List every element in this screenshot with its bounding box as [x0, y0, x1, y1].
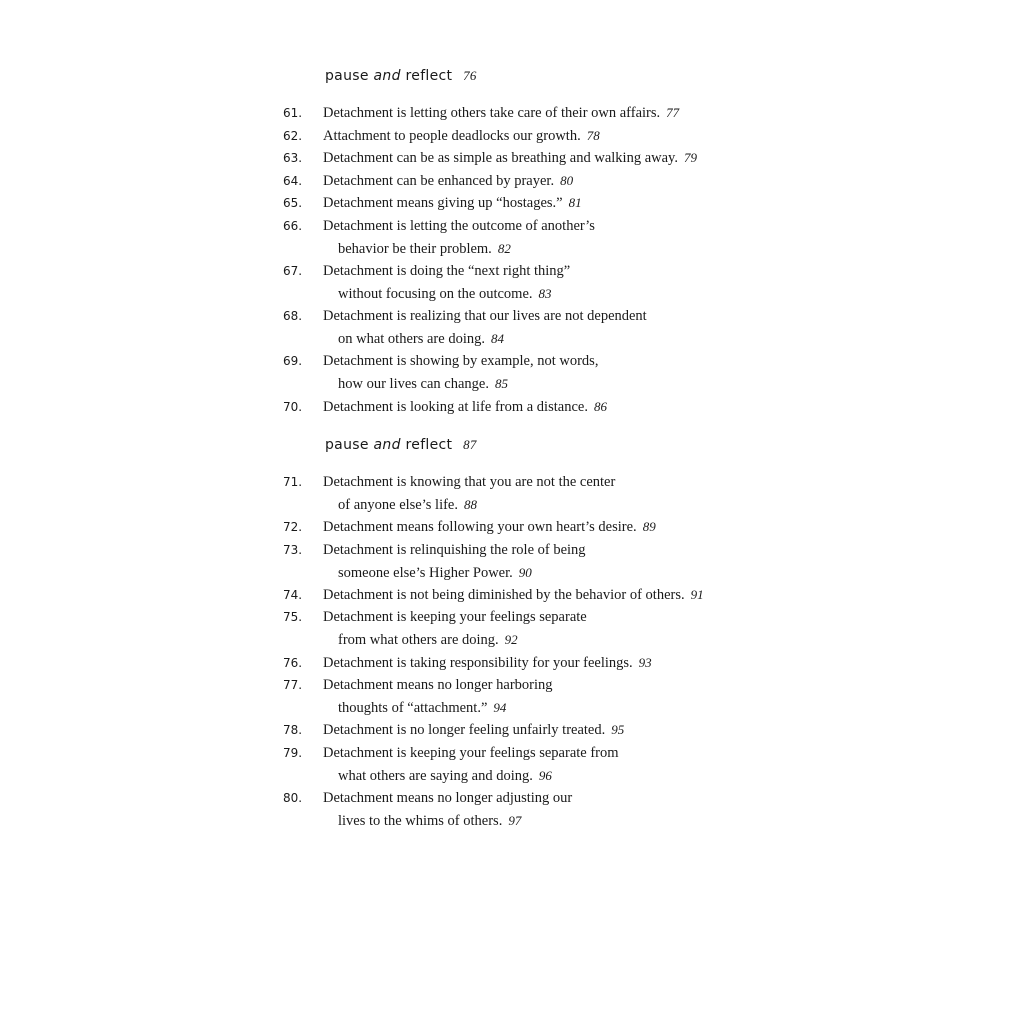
- entry-number: 73.: [283, 543, 303, 557]
- entry-text: Detachment is showing by example, not words,: [323, 353, 599, 369]
- entry-line-continued: [338, 238, 511, 261]
- entry-text: how our lives can change.: [338, 375, 489, 392]
- entry-page-number: 89: [642, 519, 656, 534]
- entry-text: Detachment is not being diminished by the behavior of others.: [323, 587, 685, 603]
- heading-page-number: 87: [463, 437, 477, 452]
- section-heading: [325, 67, 477, 85]
- entry-text: someone else’s Higher Power.: [338, 564, 513, 581]
- entry-line: [323, 125, 600, 148]
- entry-line: [323, 305, 647, 328]
- entry-number: 80.: [283, 791, 303, 805]
- entry-line-continued: [338, 562, 532, 585]
- entry-page-number: 78: [586, 128, 600, 143]
- heading-word: reflect: [405, 68, 453, 84]
- entry-number: 65.: [283, 196, 303, 210]
- entry-line: [323, 787, 572, 810]
- entry-number: 64.: [283, 174, 303, 188]
- entry-line: [323, 471, 615, 494]
- entry-page-number: 77: [666, 105, 680, 120]
- entry-line: [323, 606, 587, 629]
- entry-number: 77.: [283, 678, 303, 692]
- heading-page-number: 76: [463, 68, 477, 83]
- entry-line: [323, 652, 652, 675]
- entry-line-continued: [338, 629, 518, 652]
- entry-line: [323, 719, 624, 742]
- entry-text: Detachment is doing the “next right thing”: [323, 263, 571, 279]
- entry-line-continued: [338, 373, 508, 396]
- heading-word: pause: [325, 437, 369, 453]
- entry-text: Detachment is looking at life from a distance.: [323, 399, 588, 415]
- entry-number: 71.: [283, 475, 303, 489]
- entry-text: Detachment is letting the outcome of another’s: [323, 218, 595, 234]
- entry-text: Detachment is keeping your feelings separate: [323, 609, 587, 625]
- heading-word: pause: [325, 68, 369, 84]
- entry-number: 66.: [283, 219, 303, 233]
- entry-page-number: 80: [560, 173, 574, 188]
- entry-line: [323, 215, 595, 238]
- entry-line: [323, 102, 679, 125]
- entry-page-number: 93: [638, 655, 652, 670]
- entry-page-number: 88: [464, 496, 477, 512]
- entry-line: [323, 742, 619, 765]
- entry-page-number: 92: [504, 631, 518, 647]
- entry-page-number: 96: [538, 767, 552, 783]
- entry-line: [323, 516, 656, 539]
- heading-word-italic: and: [373, 437, 401, 453]
- entry-text: thoughts of “attachment.”: [338, 699, 488, 716]
- entry-page-number: 85: [495, 375, 508, 391]
- entry-text: Detachment is no longer feeling unfairly treated.: [323, 722, 606, 738]
- entry-line: [323, 170, 573, 193]
- entry-page-number: 86: [593, 399, 607, 414]
- entry-page-number: 84: [490, 330, 504, 346]
- entry-page-number: 94: [493, 699, 507, 715]
- entry-number: 61.: [283, 106, 303, 120]
- entry-text: what others are saying and doing.: [338, 767, 533, 784]
- entry-line: [323, 539, 586, 562]
- entry-text: behavior be their problem.: [338, 240, 492, 257]
- entry-page-number: 79: [684, 150, 697, 165]
- entry-line: [323, 147, 697, 170]
- entry-text: Detachment can be enhanced by prayer.: [323, 173, 555, 189]
- entry-number: 72.: [283, 520, 303, 534]
- entry-text: Detachment is knowing that you are not the center: [323, 474, 616, 490]
- entry-text: Detachment means giving up “hostages.”: [323, 195, 563, 211]
- heading-word-italic: and: [373, 68, 401, 84]
- entry-text: Detachment is realizing that our lives are not dependent: [323, 308, 647, 324]
- entry-line: [323, 674, 553, 697]
- entry-page-number: 82: [497, 240, 511, 256]
- entry-line: [323, 260, 570, 283]
- entry-page-number: 95: [611, 722, 625, 737]
- entry-text: Detachment means following your own heart’s desire.: [323, 519, 637, 535]
- entry-line-continued: [338, 494, 477, 517]
- entry-number: 67.: [283, 264, 303, 278]
- entry-line-continued: [338, 765, 552, 788]
- entry-number: 63.: [283, 151, 303, 165]
- entry-page-number: 91: [690, 587, 704, 602]
- entry-text: from what others are doing.: [338, 631, 499, 648]
- entry-text: without focusing on the outcome.: [338, 285, 533, 302]
- entry-number: 69.: [283, 354, 303, 368]
- section-heading: [325, 436, 477, 454]
- entry-text: of anyone else’s life.: [338, 496, 458, 513]
- entry-line-continued: [338, 328, 504, 351]
- entry-text: Detachment means no longer adjusting our: [323, 790, 573, 806]
- entry-line-continued: [338, 810, 521, 833]
- entry-line: [323, 192, 582, 215]
- entry-number: 75.: [283, 610, 303, 624]
- heading-word: reflect: [405, 437, 453, 453]
- entry-text: Detachment is letting others take care of their own affairs.: [323, 105, 661, 121]
- entry-number: 76.: [283, 656, 303, 670]
- entry-text: lives to the whims of others.: [338, 812, 503, 829]
- entry-text: Detachment means no longer harboring: [323, 677, 553, 693]
- entry-text: Attachment to people deadlocks our growth.: [323, 128, 581, 144]
- entry-text: Detachment can be as simple as breathing and walking away.: [323, 150, 678, 166]
- entry-text: Detachment is taking responsibility for your feelings.: [323, 655, 633, 671]
- entry-text: on what others are doing.: [338, 330, 485, 347]
- entry-number: 78.: [283, 723, 303, 737]
- entry-page-number: 90: [518, 564, 532, 580]
- entry-page-number: 83: [538, 285, 552, 301]
- entry-number: 79.: [283, 746, 303, 760]
- entry-text: Detachment is relinquishing the role of being: [323, 542, 586, 558]
- entry-line-continued: [338, 283, 552, 306]
- entry-line-continued: [338, 697, 506, 720]
- entry-number: 62.: [283, 129, 303, 143]
- entry-number: 70.: [283, 400, 303, 414]
- entry-number: 74.: [283, 588, 303, 602]
- entry-line: [323, 584, 704, 607]
- entry-page-number: 97: [508, 812, 522, 828]
- entry-text: Detachment is keeping your feelings separate from: [323, 745, 619, 761]
- entry-page-number: 81: [568, 195, 582, 210]
- entry-line: [323, 350, 598, 373]
- entry-number: 68.: [283, 309, 303, 323]
- entry-line: [323, 396, 607, 419]
